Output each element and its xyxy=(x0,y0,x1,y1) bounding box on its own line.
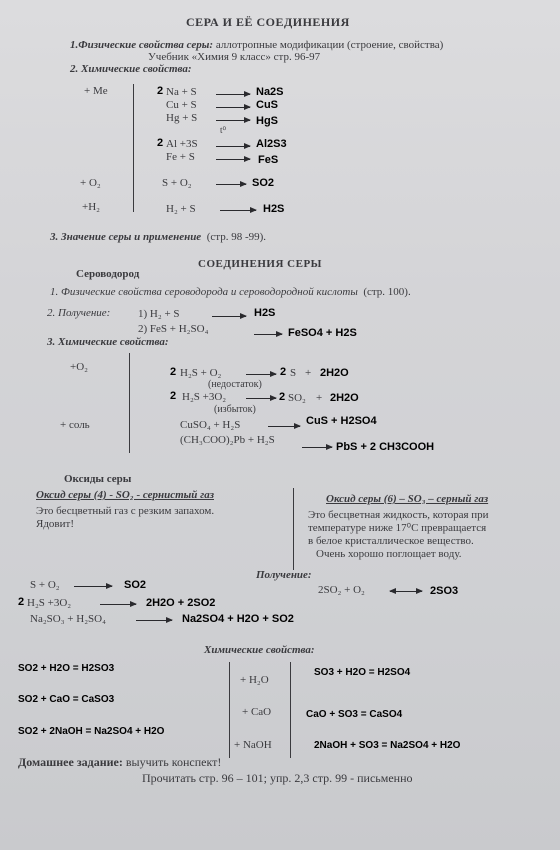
reaction-product-a: S xyxy=(290,367,297,379)
temperature-mark: t⁰ xyxy=(220,125,227,135)
reaction-arrow xyxy=(212,316,246,317)
h2s-physical-line xyxy=(50,287,411,298)
reaction-arrow xyxy=(216,94,250,95)
reaction-lhs: S + O₂ xyxy=(162,177,192,189)
reaction-arrow xyxy=(220,210,256,211)
reaction-lhs: CuSO₄ + H₂S xyxy=(180,419,241,431)
homework-line xyxy=(18,756,221,768)
textbook-reference: Учебник «Химия 9 класс» стр. 96-97 xyxy=(148,51,321,63)
prep-lhs: 2) FeS + H₂SO₄ xyxy=(138,323,209,335)
reagent-label: + NaOH xyxy=(234,739,272,751)
oxides-divider xyxy=(293,488,294,570)
reaction-lhs: Cu + S xyxy=(166,99,197,111)
so2-description: Это бесцветный газ с резким запахом. xyxy=(36,505,215,517)
so3-equation: CaO + SO3 = CaSO4 xyxy=(306,709,403,720)
reaction-arrow xyxy=(216,146,250,147)
reactions-divider xyxy=(133,84,134,212)
h2s-prep-label: 2. Получение: xyxy=(47,307,111,319)
prep-product: H2S xyxy=(254,307,276,319)
reaction-product: SO2 xyxy=(124,579,147,591)
reaction-arrow xyxy=(254,334,282,335)
reaction-product: Na2S xyxy=(256,86,284,98)
reaction-lhs: H₂S + O₂ xyxy=(180,367,222,379)
coef: 2 xyxy=(280,366,287,378)
coef: 2 xyxy=(18,596,25,608)
reaction-lhs: S + O₂ xyxy=(30,579,60,591)
reaction-product: Na2SO4 + H2O + SO2 xyxy=(182,613,294,625)
reaction-product-b: 2H2O xyxy=(330,392,359,404)
reaction-note: (недостаток) xyxy=(208,379,262,390)
reaction-product: 2SO3 xyxy=(430,585,459,597)
reagent-label: + CaO xyxy=(242,706,272,718)
reaction-product: Al2S3 xyxy=(256,138,287,150)
so2-equation: SO2 + CaO = CaSO3 xyxy=(18,694,115,705)
section-2-label: 2. Химические свойства: xyxy=(70,63,192,75)
h2s-physical-pages: (стр. 100). xyxy=(363,286,411,298)
so2-equation: SO2 + 2NaOH = Na2SO4 + H2O xyxy=(18,726,165,737)
plus-sign: + xyxy=(316,392,323,404)
section-3-label: 3. Значение серы и применение xyxy=(50,231,202,243)
so3-description: Очень хорошо поглощает воду. xyxy=(316,548,462,560)
physical-properties-line xyxy=(70,40,443,51)
reaction-note: (избыток) xyxy=(214,404,256,415)
oxides-title: Оксиды серы xyxy=(64,473,132,485)
homework-reading: Прочитать стр. 96 – 101; упр. 2,3 стр. 99 - письменно xyxy=(142,771,413,785)
reaction-lhs: Na + S xyxy=(166,86,197,98)
so2-equation: SO2 + H2O = H2SO3 xyxy=(18,663,115,674)
reaction-arrow xyxy=(216,107,250,108)
section-1-text: аллотропные модификации (строение, свойства) xyxy=(213,39,444,51)
so3-description: температуре ниже 17⁰С превращается xyxy=(308,522,487,534)
reaction-product-a: SO₂ xyxy=(288,392,306,404)
reversible-arrow xyxy=(390,591,422,592)
reaction-arrow xyxy=(136,620,172,621)
so3-equation: SO3 + H2O = H2SO4 xyxy=(314,667,411,678)
so3-description: в белое кристаллическое вещество. xyxy=(308,535,474,547)
prep-product: FeSO4 + H2S xyxy=(288,327,357,339)
reaction-arrow xyxy=(246,374,276,375)
reaction-arrow xyxy=(216,120,250,121)
chem-divider-left xyxy=(229,662,230,758)
reaction-product: H2S xyxy=(263,203,285,215)
homework-text: выучить конспект! xyxy=(122,755,222,769)
reaction-arrow xyxy=(246,398,276,399)
homework-label: Домашнее задание: xyxy=(18,755,123,769)
reaction-lhs: H₂ + S xyxy=(166,203,196,215)
row-label-hydrogen: +H₂ xyxy=(82,201,100,213)
reaction-product: SO2 xyxy=(252,177,275,189)
reaction-lhs: (CH₃COO)₂Pb + H₂S xyxy=(180,434,275,446)
coef: 2 xyxy=(157,137,164,149)
oxides-prep-label: Получение: xyxy=(256,569,312,581)
h2s-chem-label: 3. Химические свойства: xyxy=(47,336,169,348)
row-label-metal: + Me xyxy=(84,85,108,97)
so2-heading: Оксид серы (4) - SO₂ - сернистый газ xyxy=(36,489,214,501)
reagent-label: + H₂O xyxy=(240,674,269,686)
reaction-product: FeS xyxy=(258,154,279,166)
oxides-chem-label: Химические свойства: xyxy=(204,644,315,656)
reaction-lhs: Al +3S xyxy=(166,138,198,150)
plus-sign: + xyxy=(305,367,312,379)
prep-lhs: 1) H₂ + S xyxy=(138,308,180,320)
h2s-physical-label: 1. Физические свойства сероводорода и сероводородной кислоты xyxy=(50,286,358,298)
side-label-salt: + соль xyxy=(60,419,90,431)
reaction-product: CuS xyxy=(256,99,278,111)
reaction-arrow xyxy=(302,447,332,448)
reaction-product: PbS + 2 CH3COOH xyxy=(336,441,435,453)
reaction-product: HgS xyxy=(256,115,278,127)
row-label-oxygen: + O₂ xyxy=(80,177,101,189)
so3-description: Это бесцветная жидкость, которая при xyxy=(308,509,489,521)
h2s-divider xyxy=(129,353,130,453)
reaction-arrow xyxy=(74,586,112,587)
h2s-title: Сероводород xyxy=(76,268,140,280)
reaction-product: CuS + H2SO4 xyxy=(306,415,377,427)
section-3-line xyxy=(50,232,266,243)
reaction-product: 2H2O + 2SO2 xyxy=(146,597,216,609)
reaction-arrow xyxy=(216,184,246,185)
so3-heading: Оксид серы (6) – SO₃ – серный газ xyxy=(326,493,489,505)
chem-divider-right xyxy=(290,662,291,758)
reaction-arrow xyxy=(268,426,300,427)
reaction-lhs: Fe + S xyxy=(166,151,195,163)
reaction-lhs: H₂S +3O₂ xyxy=(27,597,72,609)
so3-equation: 2NaOH + SO3 = Na2SO4 + H2O xyxy=(314,740,461,751)
coef: 2 xyxy=(170,390,177,402)
coef: 2 xyxy=(279,391,286,403)
reaction-lhs: Hg + S xyxy=(166,112,198,124)
compounds-title: СОЕДИНЕНИЯ СЕРЫ xyxy=(198,258,322,270)
reaction-arrow xyxy=(216,159,250,160)
so2-description: Ядовит! xyxy=(36,518,74,530)
reaction-arrow xyxy=(100,604,136,605)
section-1-label: 1.Физические свойства серы: xyxy=(70,39,214,51)
section-3-pages: (стр. 98 -99). xyxy=(206,231,267,243)
side-label-oxygen: +O₂ xyxy=(70,361,88,373)
coef: 2 xyxy=(170,366,177,378)
reaction-lhs: 2SO₂ + O₂ xyxy=(318,584,365,596)
reaction-lhs: H₂S +3O₂ xyxy=(182,391,227,403)
reaction-lhs: Na₂SO₃ + H₂SO₄ xyxy=(30,613,106,625)
reaction-product-b: 2H2O xyxy=(320,367,349,379)
coef: 2 xyxy=(157,85,164,97)
page-title: СЕРА И ЕЁ СОЕДИНЕНИЯ xyxy=(186,15,350,29)
